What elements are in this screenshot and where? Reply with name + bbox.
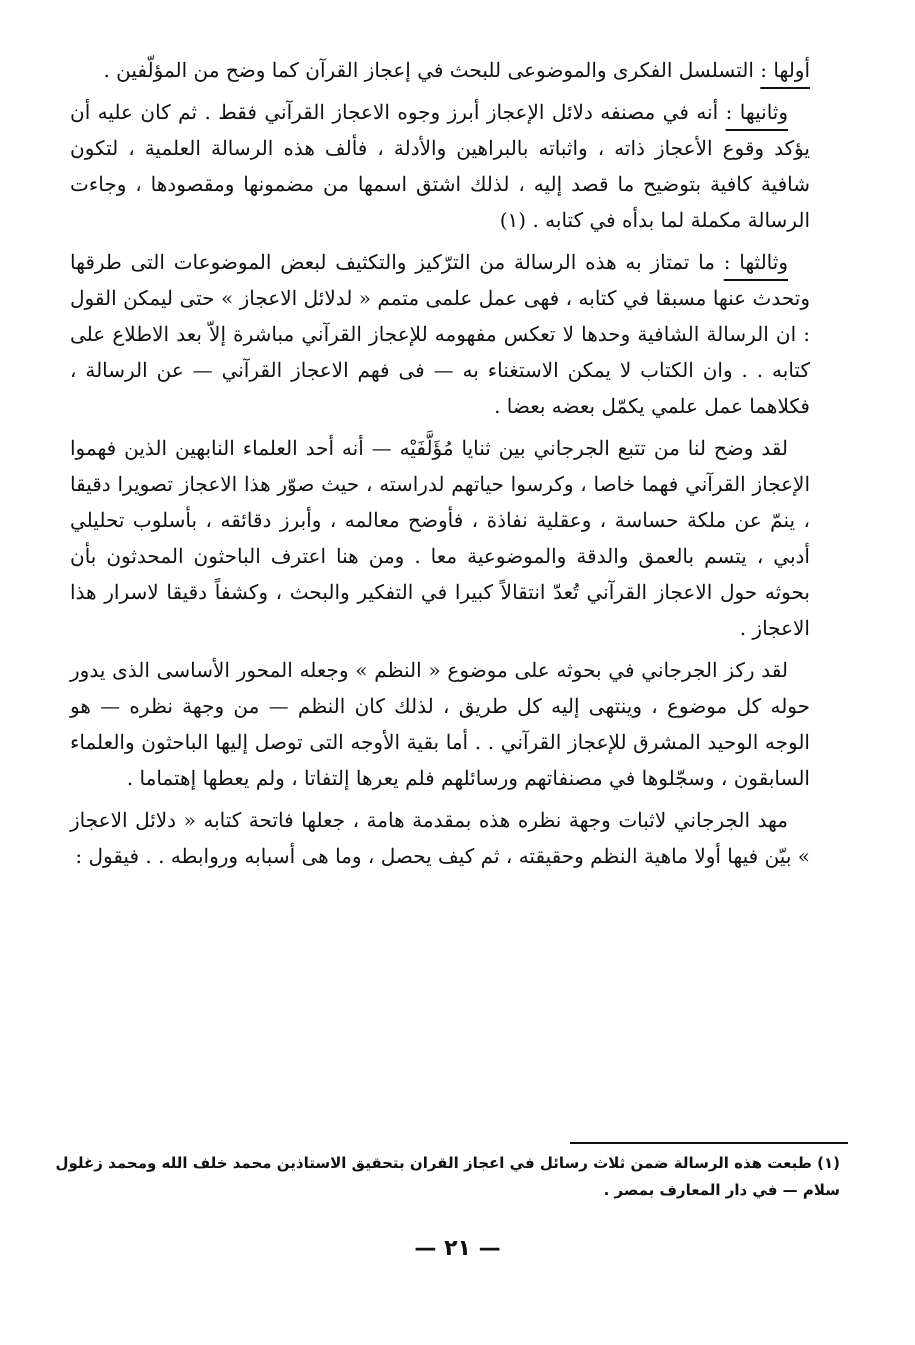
paragraph-text: ما تمتاز به هذه الرسالة من الترّكيز والتكثيف لبعض الموضوعات التى طرقها وتحدث عنها مسبقا في كتابه ، فهى عمل علمى متمم « لدلائل الاعجاز » حتى ليمكن القول : ان الرسالة الشافية وحدها لا تعكس مفهومه للإعجاز القرآني مباشرة إلاّ بعد الاطلاع على كتابه . . وان الكتاب لا يمكن الاستغناء به — فى فهم الاعجاز القرآني — عن الرسالة ، فكلاهما عمل علمي يكمّل بعضه بعضا . bbox=[70, 250, 810, 418]
paragraph-jurjani-scholar bbox=[70, 430, 810, 646]
paragraph-second-point bbox=[70, 94, 810, 238]
footnote-divider bbox=[570, 1142, 848, 1144]
paragraph-text: مهد الجرجاني لاثبات وجهة نظره هذه بمقدمة هامة ، جعلها فاتحة كتابه « دلائل الاعجاز » بيّن فيها أولا ماهية النظم وحقيقته ، ثم كيف يحصل ، وما هى أسبابه وروابطه . . فيقول : bbox=[70, 808, 810, 868]
page-number: — ٢١ — bbox=[414, 1236, 501, 1261]
paragraph-text: التسلسل الفكرى والموضوعى للبحث في إعجاز القرآن كما وضح من المؤلّفين . bbox=[103, 58, 761, 82]
footnote: (١) طبعت هذه الرسالة ضمن ثلاث رسائل في اعجاز القران بتحقيق الاستاذين محمد خلف الله ومحمد زغلول سلام — في دار المعارف بمصر . bbox=[55, 1154, 840, 1199]
paragraph-text: لقد وضح لنا من تتبع الجرجاني بين ثنايا مُؤَلَّفَيْه — أنه أحد العلماء النابهين الذين فهموا الإعجاز القرآني فهما خاصا ، وكرسوا حياتهم لدراسته ، حيث صوّر هذا الاعجاز تصويرا دقيقا ، ينمّ عن ملكة حساسة ، وعقلية نفاذة ، فأوضح معالمه ، وأبرز دقائقه ، بأسلوب تحليلي أدبي ، يتسم بالعمق والدقة والموضوعية معا . ومن هنا اعترف الباحثون المحدثون بأن بحوثه حول الاعجاز القرآني تُعدّ انتقالاً كبيرا في التفكير والبحث ، وكشفاً دقيقا لاسرار هذا الاعجاز . bbox=[70, 436, 810, 640]
paragraph-third-point bbox=[70, 244, 810, 424]
paragraph-text: لقد ركز الجرجاني في بحوثه على موضوع « النظم » وجعله المحور الأساسى الذى يدور حوله كل موضوع ، وينتهى إليه كل طريق ، لذلك كان النظم — من وجهة نظره — هو الوجه الوحيد المشرق للإعجاز القرآني . . أما بقية الأوجه التى توصل إليها الباحثون والعلماء السابقون ، وسجّلوها في مصنفاتهم ورسائلهم فلم يعرها إلتفاتا ، ولم يعطها إهتماما . bbox=[70, 658, 810, 790]
lead-word-second: وثانيها : bbox=[725, 100, 789, 124]
body-text bbox=[70, 52, 810, 880]
paragraph-introduction bbox=[70, 802, 810, 874]
paragraph-nazm-focus bbox=[70, 652, 810, 796]
paragraph-first-point bbox=[70, 52, 810, 88]
lead-word-first: أولها : bbox=[760, 58, 810, 82]
lead-word-third: وثالثها : bbox=[723, 250, 789, 274]
paragraph-text: أنه في مصنفه دلائل الإعجاز أبرز وجوه الاعجاز القرآني فقط . ثم كان عليه أن يؤكد وقوع الأعجاز ذاته ، واثباته بالبراهين والأدلة ، فألف هذه الرسالة العلمية ، لتكون شافية كافية بتوضيح ما قصد إليه ، لذلك اشتق اسمها من مضمونها ومقصودها ، وجاءت الرسالة مكملة لما بدأه في كتابه . (١) bbox=[70, 100, 810, 232]
